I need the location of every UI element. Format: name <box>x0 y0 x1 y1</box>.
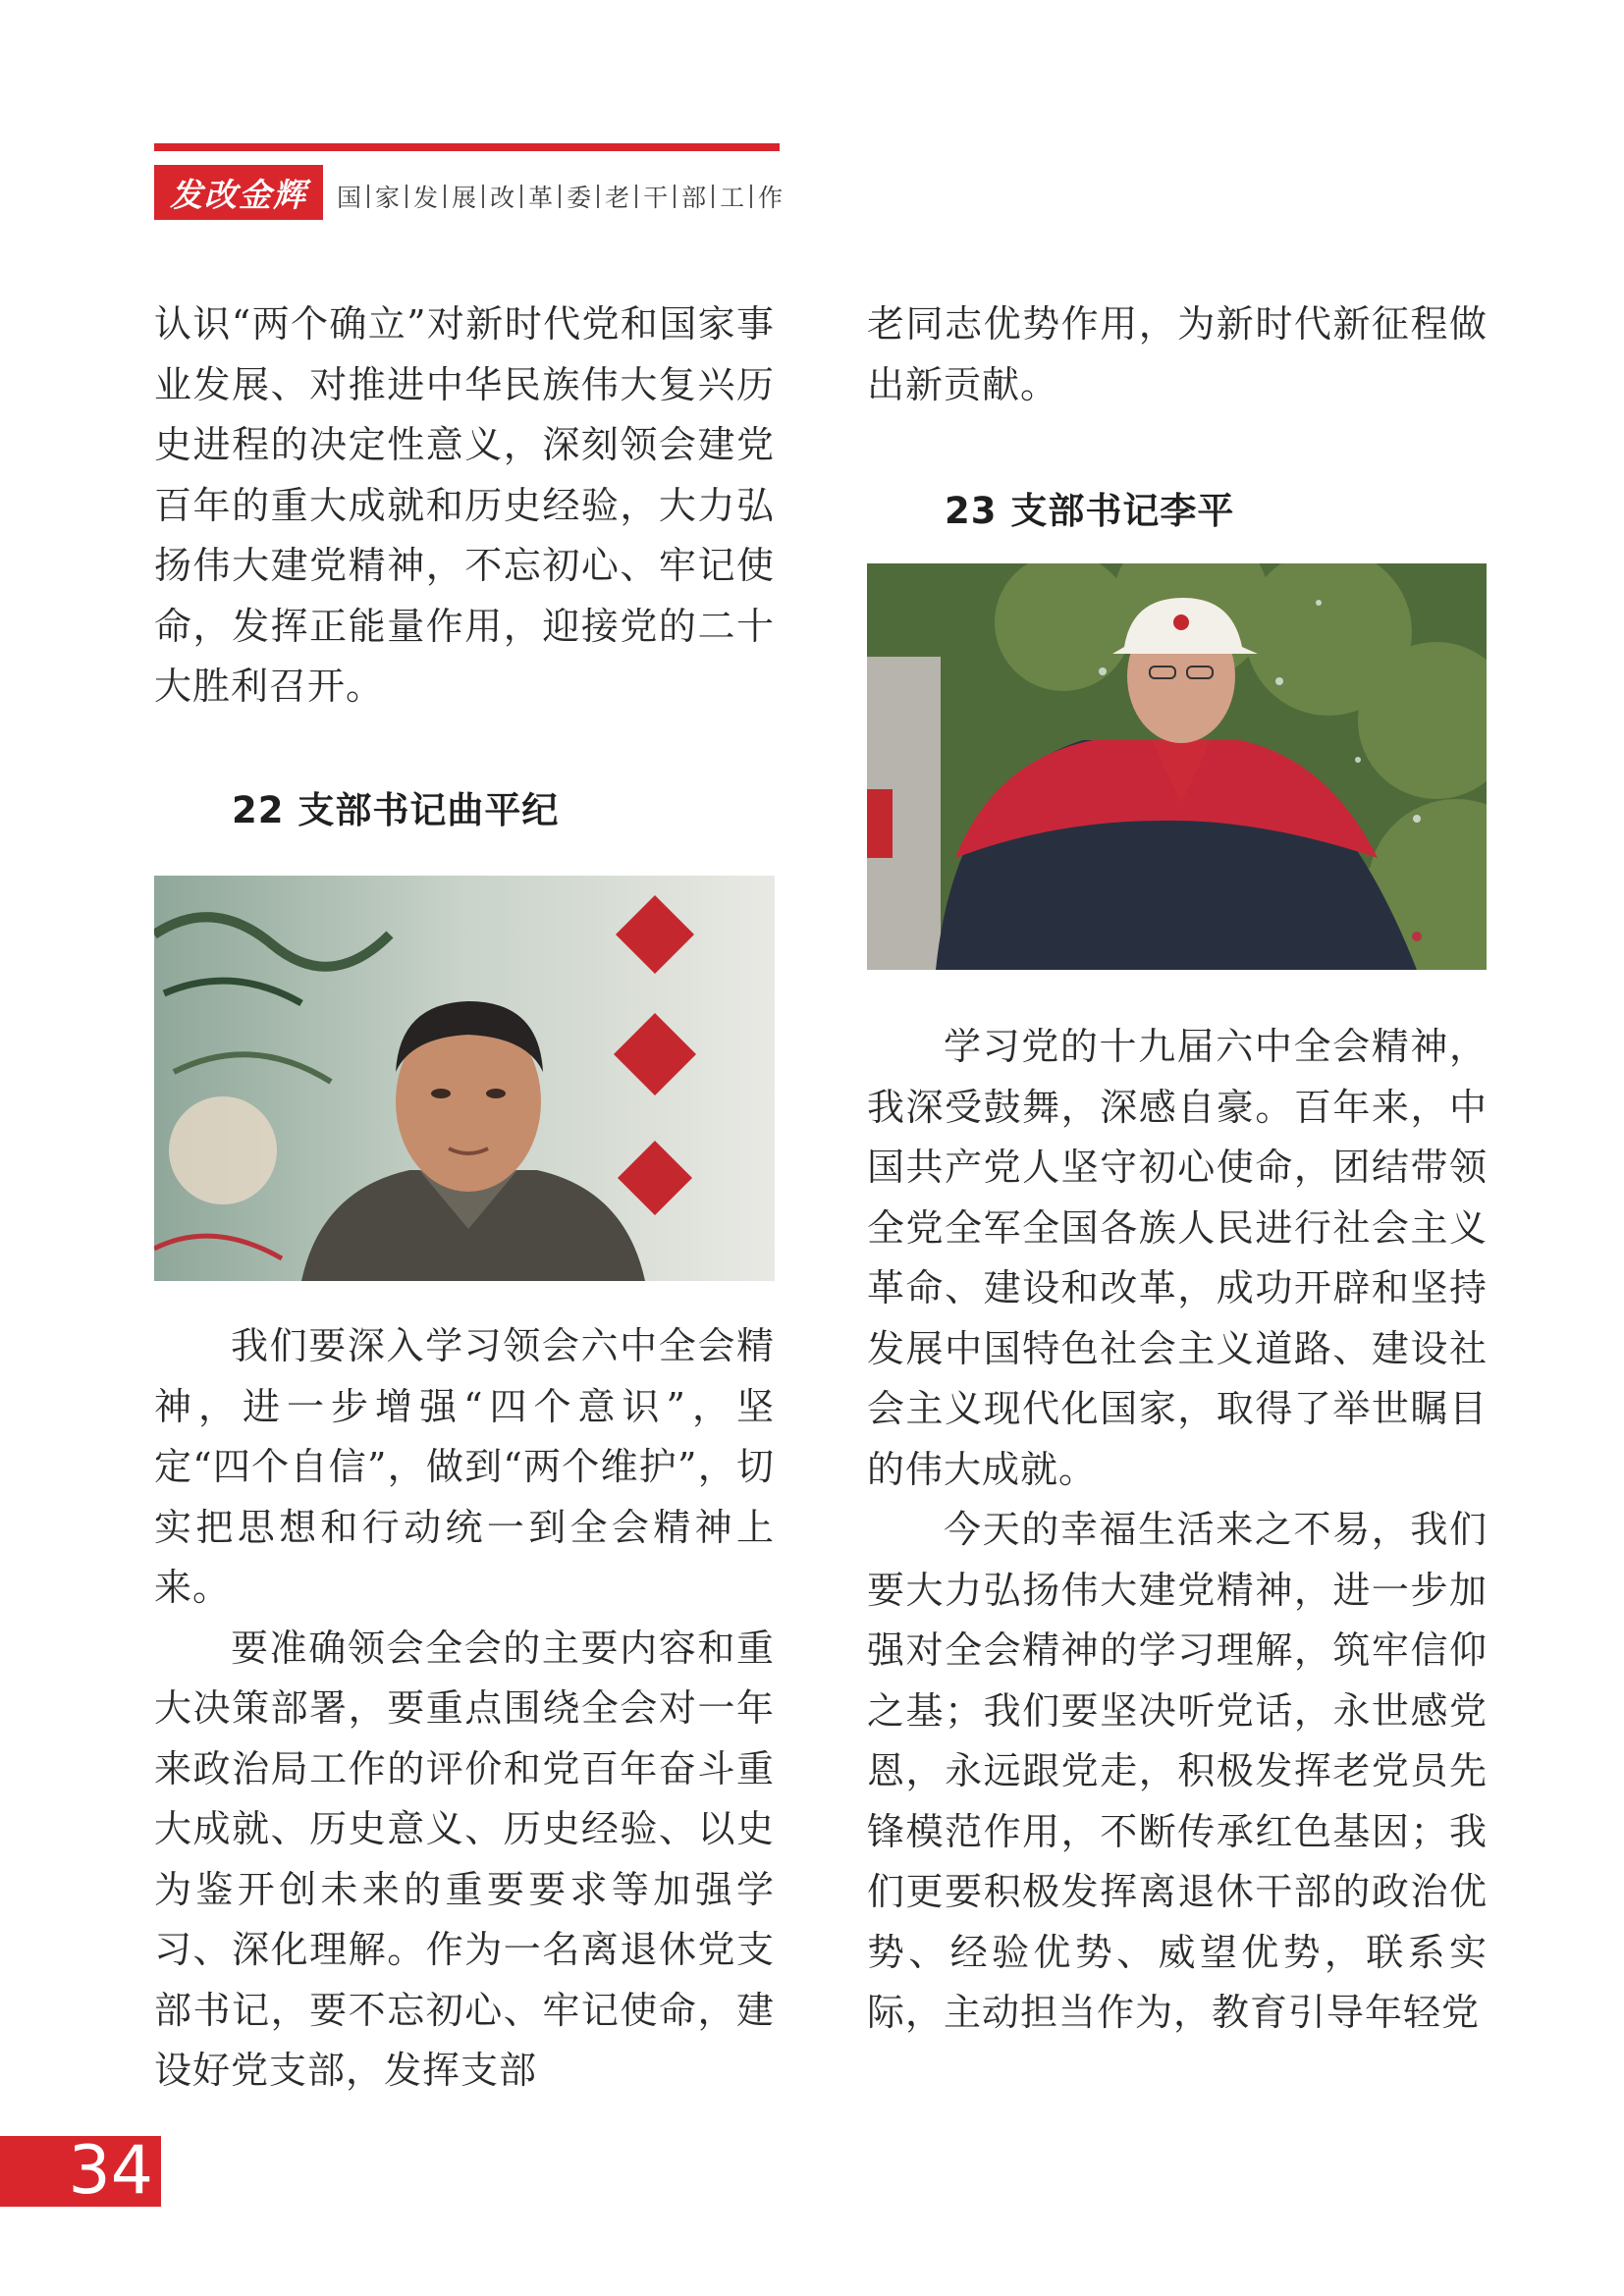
portrait-image <box>154 876 775 1281</box>
right-paragraph-2: 今天的幸福生活来之不易，我们要大力弘扬伟大建党精神，进一步加强对全会精神的学习理解，筑牢信仰之基；我们要坚决听党话，永世感党恩，永远跟党走，积极发挥老党员先锋模范作用，不断传承红色基因；我们更要积极发挥离退休干部的政治优势、经验优势、威望优势，联系实际，主动担当作为，教育引导年轻党 <box>867 1508 1488 2034</box>
header-subtitle-char: 干 <box>643 184 669 212</box>
left-body <box>154 1316 775 2102</box>
portrait-photo-li-ping <box>867 563 1487 970</box>
portrait-photo-qu-pingji <box>154 876 775 1281</box>
header-subtitle-char: 展 <box>452 184 477 212</box>
brand-logo: 发改金辉 <box>154 165 323 220</box>
right-body <box>867 1017 1488 2044</box>
header-subtitle-char: 革 <box>528 184 554 212</box>
left-intro-paragraph: 认识“两个确立”对新时代党和国家事业发展、对推进中华民族伟大复兴历史进程的决定性意义，深刻领会建党百年的重大成就和历史经验，大力弘扬伟大建党精神，不忘初心、牢记使命，发挥正能量作用，迎接党的二十大胜利召开。 <box>154 302 775 708</box>
page-number: 34 <box>0 2136 161 2207</box>
header-subtitle-char: 发 <box>413 184 439 212</box>
header-subtitle-separator <box>559 185 561 208</box>
header-subtitle-separator <box>674 185 676 208</box>
header-subtitle-char: 委 <box>567 184 592 212</box>
header-subtitle-separator <box>367 185 369 208</box>
header-subtitle-char: 家 <box>375 184 401 212</box>
section-title-22: 22 支部书记曲平纪 <box>232 789 560 831</box>
header-subtitle-char: 工 <box>720 184 745 212</box>
portrait-image <box>867 563 1487 970</box>
header-subtitle-separator <box>750 185 752 208</box>
header-subtitle <box>334 177 785 216</box>
header-subtitle-separator <box>712 185 714 208</box>
header-subtitle-char: 国 <box>337 184 362 212</box>
right-paragraph-1: 学习党的十九届六中全会精神，我深受鼓舞，深感自豪。百年来，中国共产党人坚守初心使命，团结带领全党全军全国各族人民进行社会主义革命、建设和改革，成功开辟和坚持发展中国特色社会主义道路、建设社会主义现代化国家，取得了举世瞩目的伟大成就。 <box>867 1025 1488 1491</box>
header-rule <box>154 143 780 151</box>
left-intro <box>154 294 775 718</box>
header-subtitle-char: 作 <box>758 184 784 212</box>
header-subtitle-char: 部 <box>681 184 707 212</box>
header-subtitle-separator <box>444 185 446 208</box>
left-paragraph-2: 要准确领会全会的主要内容和重大决策部署，要重点围绕全会对一年来政治局工作的评价和党百年奋斗重大成就、历史意义、历史经验、以史为鉴开创未来的重要要求等加强学习、深化理解。作为一名离退休党支部书记，要不忘初心、牢记使命，建设好党支部，发挥支部 <box>154 1626 775 2092</box>
right-intro <box>867 294 1488 415</box>
header-subtitle-char: 改 <box>490 184 515 212</box>
header-subtitle-separator <box>635 185 637 208</box>
left-paragraph-1: 我们要深入学习领会六中全会精神，进一步增强“四个意识”，坚定“四个自信”，做到“两个维护”，切实把思想和行动统一到全会精神上来。 <box>154 1324 775 1609</box>
header-subtitle-separator <box>597 185 599 208</box>
section-title-23: 23 支部书记李平 <box>945 490 1235 532</box>
right-intro-paragraph: 老同志优势作用，为新时代新征程做出新贡献。 <box>867 302 1488 406</box>
header-subtitle-separator <box>482 185 484 208</box>
header-subtitle-char: 老 <box>605 184 630 212</box>
header-subtitle-separator <box>520 185 522 208</box>
header-subtitle-separator <box>406 185 407 208</box>
